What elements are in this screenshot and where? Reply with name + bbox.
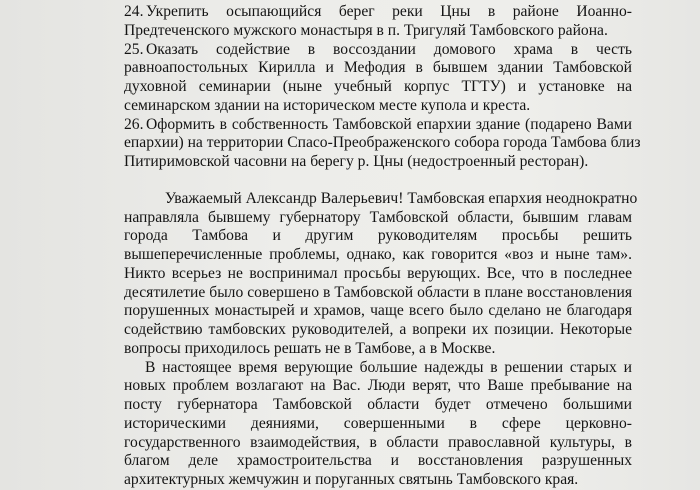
paragraph-1-line-4: вышеперечисленные проблемы, однако, как говорится «воз и ныне там». xyxy=(124,246,632,263)
paragraph-1-line-2: направляла бывшему губернатору Тамбовской области, бывшим главам xyxy=(124,209,632,226)
item-26-line-3: Питиримовской часовни на берегу р. Цны (недостроенный ресторан). xyxy=(124,153,589,170)
item-number: 26. xyxy=(124,116,144,133)
paragraph-1-line-1: Уважаемый Александр Валерьевич! Тамбовская епархия неоднократно xyxy=(165,190,638,207)
paragraph-2-line-3: посту губернатора Тамбовской области будет отмечено большими xyxy=(124,396,632,413)
paragraph-2-line-1: В настоящее время верующие большие надежды в решении старых и xyxy=(145,359,632,376)
paragraph-1-line-6: десятилетие было совершено в Тамбовской области в плане восстановления xyxy=(124,284,632,301)
item-text: Укрепить осыпающийся берег реки Цны в районе Иоанно- xyxy=(146,3,632,20)
item-number: 25. xyxy=(124,41,144,58)
paragraph-1-line-3: города Тамбова и другим руководителям просьбы решить xyxy=(124,227,632,244)
paragraph-2-line-7: архитектурных жемчужин и поруганных святынь Тамбовского края. xyxy=(124,471,579,488)
paragraph-2-line-2: новых проблем возлагают на Вас. Люди верят, что Ваше пребывание на xyxy=(124,377,632,394)
paragraph-1-line-7: порушенных монастырей и храмов, чаще всего было сделано не благодаря xyxy=(124,302,632,319)
item-24-line-1 xyxy=(124,2,632,22)
item-25-line-3: духовной семинарии (ныне учебный корпус ТГТУ) и установке на xyxy=(124,78,632,95)
paragraph-2-line-4: историческими деяниями, совершенными в сфере церковно- xyxy=(124,415,632,432)
item-25-line-4: семинарском здании на историческом месте купола и креста. xyxy=(124,97,531,114)
item-26-line-1 xyxy=(124,115,632,135)
item-26-line-2: епархии) на территории Спасо-Преображенского собора города Тамбова близ xyxy=(124,134,641,151)
item-25-line-2: равноапостольных Кирилла и Мефодия в бывшем здании Тамбовской xyxy=(124,59,632,76)
item-25-line-1 xyxy=(124,40,632,60)
paragraph-1-line-5: Никто всерьез не воспринимал просьбы верующих. Все, что в последнее xyxy=(124,265,632,282)
item-number: 24. xyxy=(124,3,144,20)
paragraph-1-line-8: содействию тамбовских руководителей, а вопреки их позиции. Некоторые xyxy=(124,321,632,338)
paragraph-1-line-9: вопросы приходилось решать не в Тамбове, а в Москве. xyxy=(124,340,496,357)
paragraph-2-line-6: благом деле храмостроительства и восстановления разрушенных xyxy=(124,452,632,469)
item-24-line-2: Предтеченского мужского монастыря в п. Тригуляй Тамбовского района. xyxy=(124,22,608,39)
item-text: Оформить в собственность Тамбовской епархии здание (подарено Вами xyxy=(146,116,632,133)
paragraph-2-line-5: государственного взаимодействия, в области православной культуры, в xyxy=(124,434,632,451)
item-text: Оказать содействие в воссоздании домового храма в честь xyxy=(146,41,632,58)
